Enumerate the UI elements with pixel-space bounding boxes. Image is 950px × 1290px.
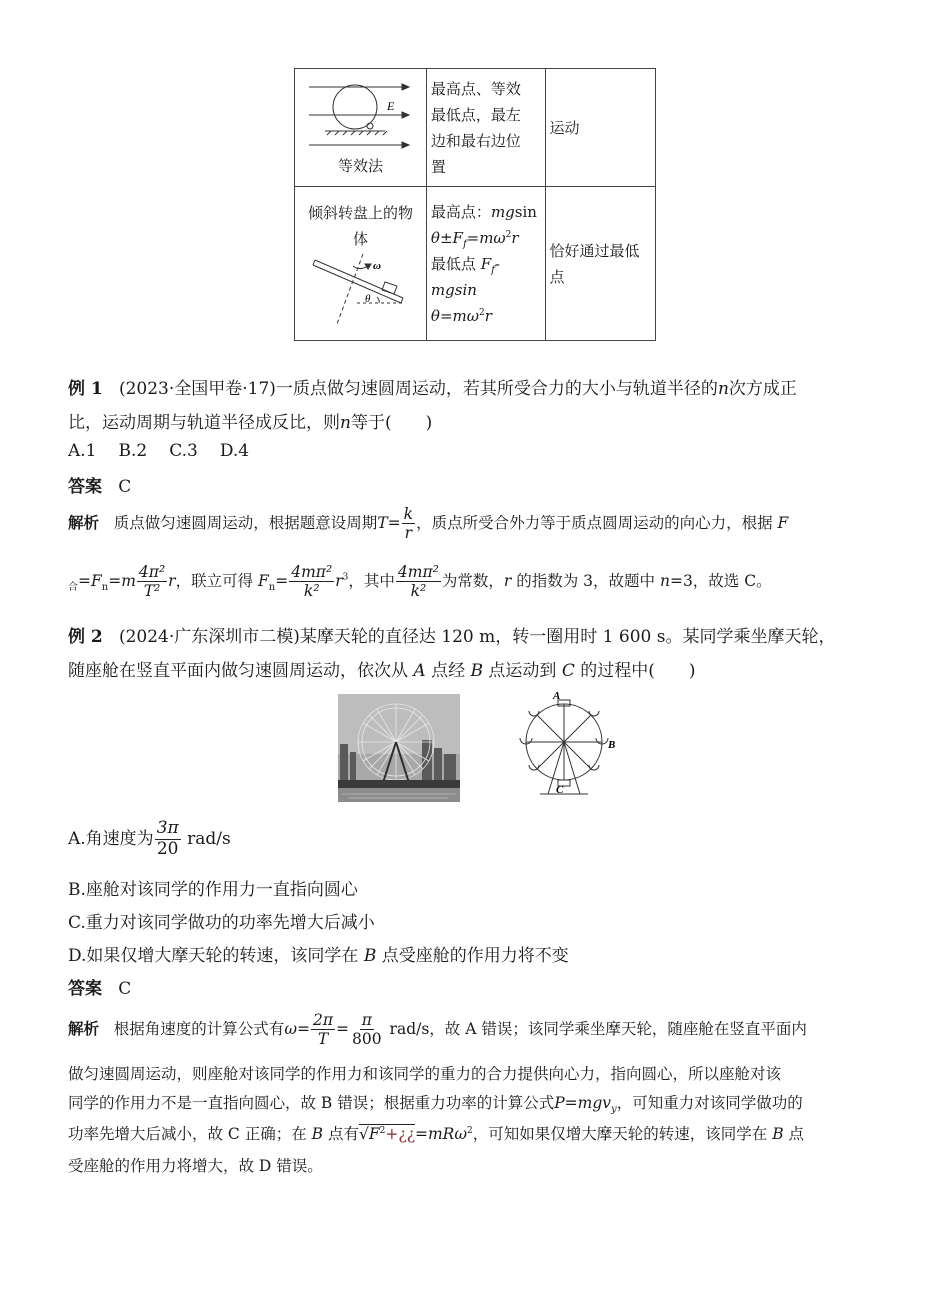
fraction: $\frac{\pi}{800}$ [352,1011,382,1049]
example2-analysis-line: 做匀速圆周运动，则座舱对该同学的作用力和该同学的重力的合力提供向心力，指向圆心，所以座舱对该 [68,1065,782,1083]
option-c: C.3 [169,441,198,461]
example2-question-line: 随座舱在竖直平面内做匀速圆周运动，依次从 A 点经 B 点运动到 C 的过程中( ) [68,661,696,681]
object-line: 体 [352,229,368,248]
example2-option-c: C.重力对该同学做功的功率先增大后减小 [68,913,375,933]
fraction: $\frac{2\pi}{T}$ [312,1011,334,1049]
example2-analysis-line: 受座舱的作用力将增大，故 D 错误。 [68,1157,323,1175]
condition-cell: 运动 [545,69,655,187]
points-line: 最低点，最左 [430,105,521,124]
point-b-label: B [608,739,616,751]
table-row [295,69,656,187]
example2-option-b: B.座舱对该同学的作用力一直指向圆心 [68,880,358,900]
condition-line: 点 [549,267,565,286]
svg-text:ω: ω [373,259,382,272]
points-line: 置 [430,157,446,176]
fraction: $\frac{k}{r}$ [403,505,414,543]
fraction: $\frac{\text{4mπ²}}{\text{k²}}$ [397,563,439,601]
example2-question-line: 例 2 (2024·广东深圳市二模)某摩天轮的直径达 120 m，转一圈用时 1 600 s。某同学乘坐摩天轮， [68,627,836,647]
table-row [295,187,656,341]
option-b: B.2 [118,441,148,461]
formula-cell [426,187,545,341]
points-line: 最高点、等效 [430,79,521,98]
example1-options [68,441,249,461]
equivalent-field-figure [305,77,415,153]
object-cell [295,187,427,341]
example1-answer: 答案 C [68,477,132,497]
example1-label: 例 1 [68,379,103,399]
example1-analysis-line: $_合=F_n=m$ $\frac{\text{4π²}}{\text{T²}}$ r，联立可得 $F_n=$ $\frac{\text{4mπ²}}{\text{k²}}$ $r^3$，其中 $\frac{\text{4mπ²}}{\text{k²}}$ 为常数，r 的指数为 3，故题中 n=3，故选 C。 [68,563,772,601]
example1-analysis-line: 解析 质点做匀速圆周运动，根据题意设周期T= $\frac{k}{r}$ ，质点所受合外力等于质点圆周运动的向心力，根据 F [68,505,789,543]
example2-option-a: A.角速度为 $\frac{3\pi}{20}$ rad/s [68,818,231,859]
fraction: $\frac{\text{4mπ²}}{\text{k²}}$ [291,563,333,601]
highest-point-line: 最高点：mgsin [430,202,537,221]
method-label: 等效法 [337,156,383,175]
svg-text:θ: θ [365,292,371,305]
svg-text:E: E [387,98,395,113]
example1-question-line: 比，运动周期与轨道半径成反比，则n等于( ) [68,413,433,433]
point-c-label: C [556,784,564,796]
analysis-label: 解析 [68,512,100,532]
ferris-wheel-diagram [514,688,618,802]
example2-analysis-line: 功率先增大后减小，故 C 正确；在 B 点有$√F^2+¿¿=mR\omega^2$，可知如果仅增大摩天轮的转速，该同学在 B 点 [68,1125,805,1143]
fraction: $\frac{\text{4π²}}{\text{T²}}$ [138,563,166,601]
points-cell [426,69,545,187]
highest-point-line: $\theta\pm F_f=m\omega^2r$ [430,228,519,250]
example1-question-line: 例 1 (2023·全国甲卷·17)一质点做匀速圆周运动，若其所受合力的大小与轨道半径的n次方成正 [68,379,797,399]
option-a: A.1 [68,441,97,461]
point-a-label: A [553,690,561,702]
example2-analysis-line: 解析 根据角速度的计算公式有ω= $\frac{2\pi}{T}$ = $\frac{\pi}{800}$ rad/s，故 A 错误；该同学乘坐摩天轮，随座舱在竖直平面内 [68,1011,807,1049]
example2-analysis-line: 同学的作用力不是一直指向圆心，故 B 错误；根据重力功率的计算公式P=mgv$_y$，可知重力对该同学做功的 [68,1094,803,1116]
object-line: 倾斜转盘上的物 [307,203,413,222]
condition-line: 恰好通过最低 [549,241,640,260]
fraction: $\frac{3\pi}{20}$ [156,818,179,859]
example2-answer: 答案 C [68,979,132,999]
lowest-point-line: 最低点 $F_f-$ [430,254,500,276]
tilted-disk-figure [305,252,415,328]
option-d: D.4 [219,441,250,461]
summary-table [294,68,656,341]
example2-option-d: D.如果仅增大摩天轮的转速，该同学在 B 点受座舱的作用力将不变 [68,946,569,966]
condition-cell [545,187,655,341]
analysis-label: 解析 [68,1018,100,1038]
example2-label: 例 2 [68,627,103,647]
method-cell [295,69,427,187]
lowest-point-line: mgsin $\theta=m\omega^2r$ [430,280,492,325]
points-line: 边和最右边位 [430,131,521,150]
ferris-wheel-photo [338,694,460,802]
